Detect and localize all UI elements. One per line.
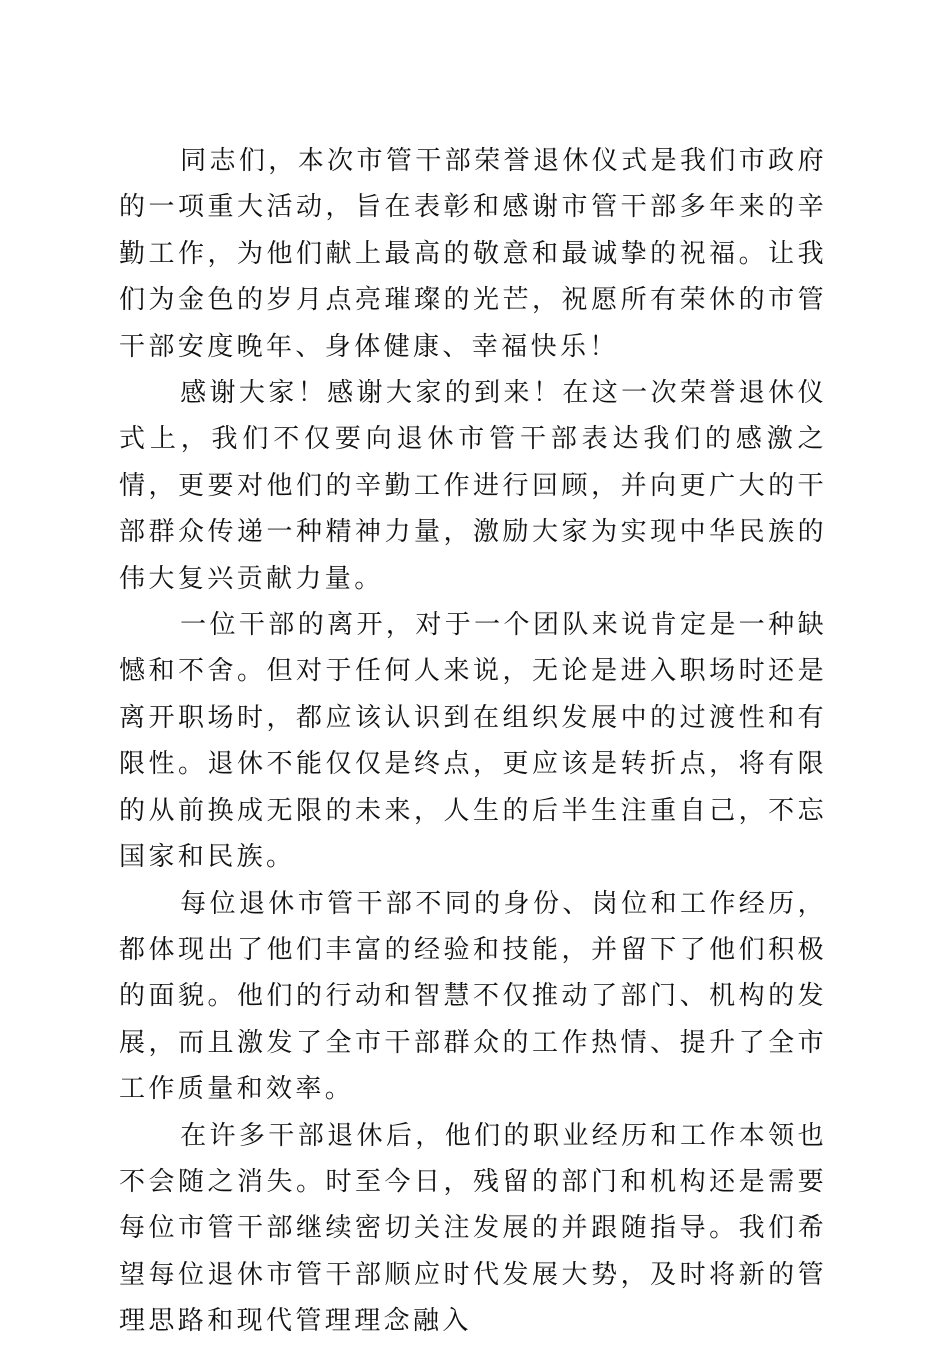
paragraph-2: 感谢大家！感谢大家的到来！在这一次荣誉退休仪式上，我们不仅要向退休市管干部表达我们的感激之情，更要对他们的辛勤工作进行回顾，并向更广大的干部群众传递一种精神力量，激励大家为实现中华民族的伟大复兴贡献力量。 [119,378,827,594]
document-body [119,138,827,1345]
paragraph-4: 每位退休市管干部不同的身份、岗位和工作经历，都体现出了他们丰富的经验和技能，并留下了他们积极的面貌。他们的行动和智慧不仅推动了部门、机构的发展，而且激发了全市干部群众的工作热情、提升了全市工作质量和效率。 [119,888,827,1105]
paragraph-3: 一位干部的离开，对于一个团队来说肯定是一种缺憾和不舍。但对于任何人来说，无论是进入职场时还是离开职场时，都应该认识到在组织发展中的过渡性和有限性。退休不能仅仅是终点，更应该是转折点，将有限的从前换成无限的未来，人生的后半生注重自己，不忘国家和民族。 [119,610,827,873]
paragraph-1: 同志们，本次市管干部荣誉退休仪式是我们市政府的一项重大活动，旨在表彰和感谢市管干部多年来的辛勤工作，为他们献上最高的敬意和最诚挚的祝福。让我们为金色的岁月点亮璀璨的光芒，祝愿所有荣休的市管干部安度晚年、身体健康、幸福快乐！ [119,146,827,362]
paragraph-5: 在许多干部退休后，他们的职业经历和工作本领也不会随之消失。时至今日，残留的部门和机构还是需要每位市管干部继续密切关注发展的并跟随指导。我们希望每位退休市管干部顺应时代发展大势，及时将新的管理思路和现代管理理念融入 [119,1120,827,1337]
